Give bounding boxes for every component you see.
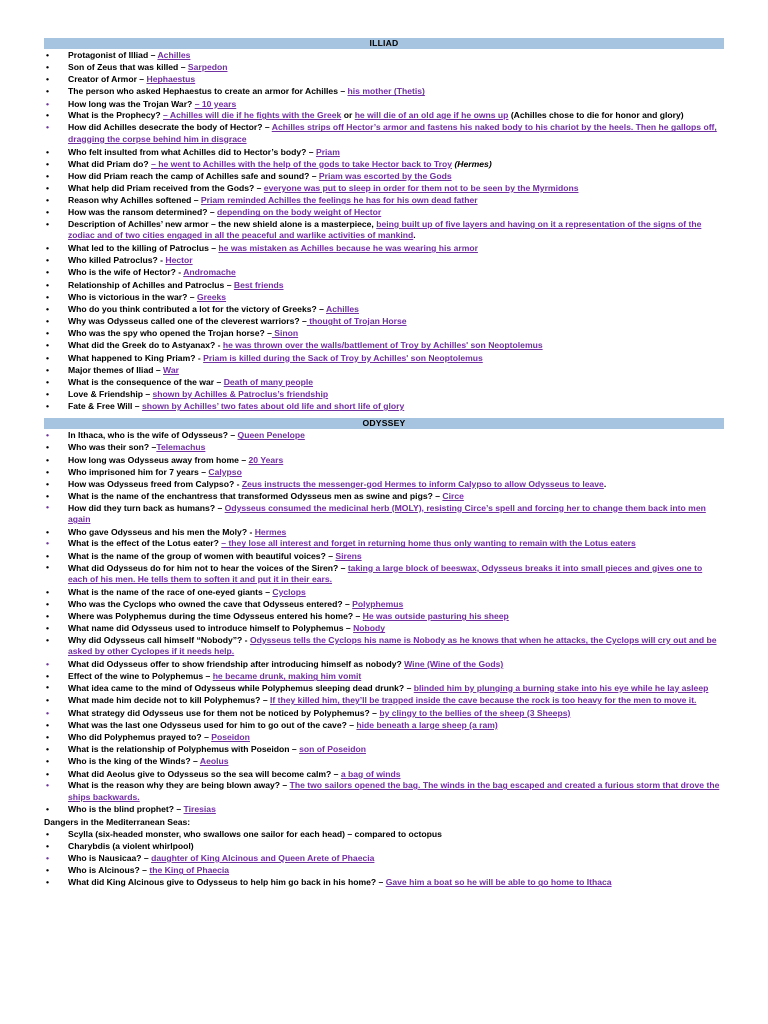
- answer-text: Polyphemus: [352, 599, 404, 610]
- bullet-icon: •: [46, 828, 50, 839]
- list-item: [44, 122, 724, 146]
- question-text: What did Priam do?: [68, 158, 152, 169]
- question-text: Who is Nausicaa? –: [68, 852, 152, 863]
- connector-text: or: [341, 110, 355, 121]
- bullet-icon: •: [46, 364, 50, 375]
- bullet-icon: •: [46, 279, 50, 290]
- question-text: Who felt insulted from what Achilles did to Hector’s body? –: [68, 146, 316, 157]
- question-text: Relationship of Achilles and Patroclus –: [68, 279, 234, 290]
- bullet-icon: •: [46, 50, 50, 60]
- question-text: Who imprisoned him for 7 years –: [68, 466, 209, 477]
- list-item: [44, 586, 724, 598]
- iliad-header: ILLIAD: [44, 38, 724, 49]
- list-item: [44, 768, 724, 780]
- question-text: What is the Prophecy?: [68, 110, 164, 121]
- list-item: [44, 73, 724, 85]
- question-text: What made him decide not to kill Polyphemus? –: [68, 695, 270, 706]
- question-text: What did King Alcinous give to Odysseus to help him go back in his home? –: [68, 877, 386, 888]
- list-item: [44, 429, 724, 441]
- answer-text: He was outside pasturing his sheep: [362, 611, 509, 622]
- dangers-heading: Dangers in the Mediterranean Seas:: [44, 816, 191, 827]
- list-item: [44, 266, 724, 278]
- question-text: What did Odysseus do for him not to hear the voices of the Siren? –: [68, 562, 348, 573]
- list-item: [44, 502, 724, 526]
- bullet-icon: •: [46, 352, 50, 363]
- question-text: Major themes of Iliad –: [68, 364, 164, 375]
- list-item: [44, 400, 724, 412]
- answer-text: If they killed him, they’ll be trapped inside the cave because the rock is too heavy for the men to move it.: [269, 695, 697, 706]
- list-item: [44, 170, 724, 182]
- question-text: What is the name of the group of women with beautiful voices? –: [68, 551, 336, 562]
- list-item: [44, 780, 724, 804]
- answer-text: Queen Penelope: [237, 430, 305, 441]
- answer-text: blinded him by plunging a burning stake into his eye while he lay asleep: [413, 682, 709, 693]
- list-item: [44, 695, 724, 707]
- answer-text: daughter of King Alcinous and Queen Arete of Phaecia: [151, 852, 375, 863]
- note-text: .: [413, 230, 416, 241]
- question-text: What name did Odysseus used to introduce himself to Polyphemus –: [68, 623, 354, 634]
- list-item: [44, 61, 724, 73]
- list-item: [44, 598, 724, 610]
- answer-text: – 10 years: [194, 98, 237, 109]
- answer-text: The two sailors opened the bag. The winds in the bag escaped and created a furious storm that drove the ships backwards.: [68, 780, 720, 802]
- list-item: [44, 828, 724, 840]
- list-item: [44, 327, 724, 339]
- list-item: [44, 242, 724, 254]
- answer-text: taking a large block of beeswax, Odysseus breaks it into small pieces and gives one to each of his men. He tells them to soften it and put it in their ears.: [68, 562, 703, 585]
- odyssey-list-2: [44, 828, 724, 889]
- answer-text: Nobody: [353, 623, 386, 634]
- answer-text: Tiresias: [183, 804, 216, 815]
- answer-text: – they lose all interest and forget in returning home thus only wanting to remain with the Lotus eaters: [221, 538, 636, 549]
- question-text: How long was Odysseus away from home –: [68, 454, 249, 465]
- answer-text: Achilles strips off Hector’s armor and fastens his naked body to his chariot by the heels. Then he gallops off, dragging the corpse behind him in disgrace: [68, 122, 717, 144]
- answer-text: Wine (Wine of the Gods): [404, 659, 504, 670]
- list-item: [44, 466, 724, 478]
- question-text: In Ithaca, who is the wife of Odysseus? –: [68, 430, 238, 441]
- answer-text: shown by Achilles & Patroclus’s friendship: [152, 388, 329, 399]
- list-item: [44, 658, 724, 670]
- bullet-icon: •: [46, 707, 50, 718]
- bullet-icon: •: [46, 682, 50, 693]
- bullet-icon: •: [46, 401, 50, 412]
- bullet-icon: •: [46, 599, 50, 610]
- question-text: Why was Odysseus called one of the cleverest warriors? –: [68, 316, 307, 327]
- list-item: [44, 562, 724, 586]
- answer-text: Achilles: [157, 50, 191, 60]
- bullet-icon: •: [46, 243, 50, 254]
- question-text: Fate & Free Will –: [68, 401, 142, 412]
- list-item: [44, 158, 724, 170]
- bullet-icon: •: [46, 442, 50, 453]
- bullet-icon: •: [46, 207, 50, 218]
- list-item: [44, 682, 724, 694]
- question-text: Creator of Armor –: [68, 74, 147, 85]
- note-text: (Achilles chose to die for honor and glory): [508, 110, 684, 121]
- list-item: [44, 110, 724, 122]
- answer-text: depending on the body weight of Hector: [217, 207, 382, 218]
- answer-text: Odysseus consumed the medicinal herb (MOLY), resisting Circe’s spell and forcing her to change them back into men again: [68, 502, 706, 525]
- bullet-icon: •: [46, 291, 50, 302]
- answer-text: Greeks: [196, 291, 227, 302]
- bullet-icon: •: [46, 430, 50, 441]
- answer-text: he was thrown over the walls/battlement of Troy by Achilles' son Neoptolemus: [222, 340, 543, 351]
- answer-text: Zeus instructs the messenger-god Hermes to inform Calypso to allow Odysseus to leave: [241, 478, 604, 489]
- odyssey-section: [44, 418, 724, 888]
- answer-text: his mother (Thetis): [347, 86, 425, 97]
- odyssey-header: ODYSSEY: [44, 418, 724, 429]
- question-text: What strategy did Odysseus use for them not be noticed by Polyphemus? –: [68, 707, 380, 718]
- question-text: Charybdis (a violent whirlpool): [68, 840, 194, 851]
- list-item: [44, 876, 724, 888]
- answer-text: Achilles: [326, 303, 359, 314]
- bullet-icon: •: [46, 659, 50, 670]
- list-item: [44, 610, 724, 622]
- question-text: Who was the Cyclops who owned the cave that Odysseus entered? –: [68, 599, 353, 610]
- list-item: [44, 254, 724, 266]
- bullet-icon: •: [46, 121, 50, 132]
- bullet-icon: •: [46, 877, 50, 888]
- answer-text: everyone was put to sleep in order for them not to be seen by the Myrmidons: [263, 183, 579, 194]
- question-text: What help did Priam received from the Gods? –: [68, 183, 264, 194]
- answer-text: being built up of five layers and having on it a representation of the signs of the zodiac and of two cities engaged in all the peaceful and warlike activities of mankind: [68, 218, 702, 241]
- list-item: [44, 49, 724, 61]
- answer-text: – Achilles will die if he fights with the Greek: [163, 110, 342, 121]
- question-text: What was the last one Odysseus used for him to go out of the cave? –: [68, 719, 357, 730]
- bullet-icon: •: [46, 170, 50, 181]
- list-item: [44, 441, 724, 453]
- bullet-icon: •: [46, 183, 50, 194]
- bullet-icon: •: [46, 611, 50, 622]
- question-text: Who killed Patroclus? -: [68, 255, 166, 266]
- odyssey-list: [44, 429, 724, 815]
- list-item: [44, 670, 724, 682]
- question-text: The person who asked Hephaestus to create an armor for Achilles –: [68, 86, 348, 97]
- answer-text: – he went to Achilles with the help of the gods to take Hector back to Troy: [151, 158, 453, 169]
- question-text: Who is Alcinous? –: [68, 865, 150, 876]
- list-item: [44, 98, 724, 110]
- answer-text: Hector: [165, 255, 193, 266]
- bullet-icon: •: [46, 340, 50, 351]
- bullet-icon: •: [46, 478, 50, 489]
- answer-text: Priam is killed during the Sack of Troy by Achilles' son Neoptolemus: [203, 352, 483, 363]
- question-text: How was the ransom determined? –: [68, 207, 217, 218]
- question-text: Reason why Achilles softened –: [68, 195, 201, 206]
- list-item: [44, 339, 724, 351]
- bullet-icon: •: [46, 719, 50, 730]
- answer-text: Sirens: [335, 551, 362, 562]
- question-text: What is the reason why they are being blown away? –: [68, 780, 290, 791]
- list-item: [44, 840, 724, 852]
- answer-text-alt: he will die of an old age if he owns up: [354, 110, 509, 121]
- answer-text: Circe: [442, 491, 464, 502]
- answer-text: Odysseus tells the Cyclops his name is Nobody as he knows that when he attacks, the Cyclops will cry out and be asked by other Cyclopes if it needs help.: [68, 634, 717, 657]
- list-item: [44, 279, 724, 291]
- bullet-icon: •: [46, 376, 50, 387]
- iliad-list: [44, 49, 724, 412]
- question-text: How long was the Trojan War?: [68, 98, 195, 109]
- question-text: Who do you think contributed a lot for the victory of Greeks? –: [68, 303, 326, 314]
- list-item: [44, 550, 724, 562]
- note-text: (Hermes): [452, 158, 492, 169]
- bullet-icon: •: [46, 303, 50, 314]
- bullet-icon: •: [46, 146, 50, 157]
- answer-text: son of Poseidon: [299, 744, 366, 755]
- list-item: [44, 388, 724, 400]
- question-text: What happened to King Priam? -: [68, 352, 204, 363]
- bullet-icon: •: [46, 840, 50, 851]
- question-text: Who is the wife of Hector? -: [68, 267, 184, 278]
- question-text: How did Achilles desecrate the body of Hector? –: [68, 122, 272, 133]
- bullet-icon: •: [46, 865, 50, 876]
- bullet-icon: •: [46, 466, 50, 477]
- bullet-icon: •: [46, 526, 50, 537]
- question-text: What is the name of the race of one-eyed giants –: [68, 586, 273, 597]
- bullet-icon: •: [46, 328, 50, 339]
- bullet-icon: •: [46, 804, 50, 815]
- answer-text: War: [163, 364, 179, 375]
- question-text: Description of Achilles’ new armor – the new shield alone is a masterpiece,: [68, 218, 377, 229]
- list-item: [44, 803, 724, 815]
- question-text: What led to the killing of Patroclus –: [68, 243, 219, 254]
- list-item: [44, 755, 724, 767]
- bullet-icon: •: [46, 671, 50, 682]
- answer-text: Hermes: [254, 526, 287, 537]
- question-text: What is the relationship of Polyphemus with Poseidon –: [68, 744, 300, 755]
- question-text: What did Odysseus offer to show friendship after introducing himself as nobody?: [68, 659, 405, 670]
- bullet-icon: •: [46, 158, 50, 169]
- bullet-icon: •: [46, 634, 50, 645]
- answer-text: Calypso: [208, 466, 242, 477]
- answer-text: Poseidon: [211, 732, 250, 743]
- list-item: [44, 352, 724, 364]
- question-text: Who is the blind prophet? –: [68, 804, 184, 815]
- bullet-icon: •: [46, 562, 50, 573]
- question-text: Why did Odysseus call himself “Nobody”? -: [68, 634, 250, 645]
- list-item: [44, 291, 724, 303]
- bullet-icon: •: [46, 267, 50, 278]
- answer-text: Sinon: [271, 328, 299, 339]
- answer-text: shown by Achilles’ two fates about old life and short life of glory: [141, 401, 405, 412]
- list-item: [44, 490, 724, 502]
- question-text: Who did Polyphemus prayed to? –: [68, 732, 212, 743]
- answer-text: Priam reminded Achilles the feelings he has for his own dead father: [200, 195, 478, 206]
- list-item: [44, 478, 724, 490]
- list-item: [44, 852, 724, 864]
- bullet-icon: •: [46, 454, 50, 465]
- list-item: [44, 635, 724, 659]
- answer-text: Andromache: [183, 267, 236, 278]
- answer-text: a bag of winds: [340, 768, 401, 779]
- bullet-icon: •: [46, 852, 50, 863]
- list-item: [44, 315, 724, 327]
- list-item: [44, 622, 724, 634]
- question-text: Who was the spy who opened the Trojan horse? –: [68, 328, 272, 339]
- answer-text: Best friends: [233, 279, 284, 290]
- answer-text: by clingy to the bellies of the sheep (3 Sheeps): [379, 707, 571, 718]
- question-text: What is the effect of the Lotus eater?: [68, 538, 222, 549]
- bullet-icon: •: [46, 491, 50, 502]
- list-item: [44, 743, 724, 755]
- bullet-icon: •: [46, 86, 50, 97]
- answer-text: Telemachus: [156, 442, 206, 453]
- list-item: [44, 85, 724, 97]
- bullet-icon: •: [46, 779, 50, 790]
- question-text: Who was their son? –: [68, 442, 157, 453]
- answer-text: Priam: [315, 146, 340, 157]
- question-text: Who gave Odysseus and his men the Moly? -: [68, 526, 255, 537]
- question-text: What is the consequence of the war –: [68, 376, 224, 387]
- bullet-icon: •: [46, 768, 50, 779]
- question-text: Who is victorious in the war? –: [68, 291, 197, 302]
- answer-text: he was mistaken as Achilles because he was wearing his armor: [218, 243, 478, 254]
- list-item: [44, 206, 724, 218]
- list-item: [44, 194, 724, 206]
- answer-text: Hephaestus: [146, 74, 196, 85]
- answer-text: Priam was escorted by the Gods: [318, 170, 452, 181]
- answer-text: Death of many people: [223, 376, 313, 387]
- answer-text: Cyclops: [272, 586, 306, 597]
- list-item: [44, 538, 724, 550]
- list-item: [44, 303, 724, 315]
- bullet-icon: •: [46, 109, 50, 120]
- question-text: What idea came to the mind of Odysseus while Polyphemus sleeping dead drunk? –: [68, 682, 414, 693]
- question-text: How did Priam reach the camp of Achilles safe and sound? –: [68, 170, 319, 181]
- answer-text: 20 Years: [248, 454, 284, 465]
- question-text: Son of Zeus that was killed –: [68, 62, 188, 73]
- bullet-icon: •: [46, 732, 50, 743]
- bullet-icon: •: [46, 195, 50, 206]
- bullet-icon: •: [46, 98, 50, 109]
- question-text: Where was Polyphemus during the time Odysseus entered his home? –: [68, 611, 363, 622]
- bullet-icon: •: [46, 551, 50, 562]
- question-text: Love & Friendship –: [68, 388, 153, 399]
- answer-text: Sarpedon: [187, 62, 228, 73]
- list-item: [44, 731, 724, 743]
- answer-text: hide beneath a large sheep (a ram): [356, 719, 498, 730]
- bullet-icon: •: [46, 74, 50, 85]
- bullet-icon: •: [46, 756, 50, 767]
- bullet-icon: •: [46, 586, 50, 597]
- iliad-section: [44, 38, 724, 412]
- note-text: .: [603, 478, 607, 489]
- question-text: Who is the king of the Winds? –: [68, 756, 200, 767]
- question-text: What did Aeolus give to Odysseus so the sea will become calm? –: [68, 768, 341, 779]
- list-item: [44, 707, 724, 719]
- bullet-icon: •: [46, 388, 50, 399]
- bullet-icon: •: [46, 62, 50, 73]
- list-item: [44, 376, 724, 388]
- answer-text: Aeolus: [199, 756, 229, 767]
- question-text: Effect of the wine to Polyphemus –: [68, 671, 213, 682]
- bullet-icon: •: [46, 537, 50, 548]
- bullet-icon: •: [46, 255, 50, 266]
- question-text: Protagonist of Illiad –: [68, 50, 158, 60]
- question-text: What did the Greek do to Astyanax? -: [68, 340, 223, 351]
- answer-text: he became drunk, making him vomit: [212, 671, 362, 682]
- list-item: [44, 454, 724, 466]
- question-text: Scylla (six-headed monster, who swallows one sailor for each head) – compared to octopus: [68, 828, 442, 839]
- bullet-icon: •: [46, 502, 50, 513]
- list-item: [44, 719, 724, 731]
- bullet-icon: •: [46, 744, 50, 755]
- answer-text: thought of Trojan Horse: [306, 316, 407, 327]
- answer-text: Gave him a boat so he will be able to go home to Ithaca: [385, 877, 612, 888]
- bullet-icon: •: [46, 623, 50, 634]
- bullet-icon: •: [46, 316, 50, 327]
- list-item: [44, 364, 724, 376]
- list-item: [44, 526, 724, 538]
- question-text: How did they turn back as humans? –: [68, 502, 225, 513]
- question-text: What is the name of the enchantress that transformed Odysseus men as swine and pigs? –: [68, 491, 443, 502]
- list-item: [44, 146, 724, 158]
- bullet-icon: •: [46, 218, 50, 229]
- answer-text: the King of Phaecia: [149, 865, 230, 876]
- question-text: How was Odysseus freed from Calypso? -: [68, 478, 242, 489]
- list-item: [44, 182, 724, 194]
- list-item: [44, 864, 724, 876]
- bullet-icon: •: [46, 694, 50, 705]
- list-item: [44, 219, 724, 243]
